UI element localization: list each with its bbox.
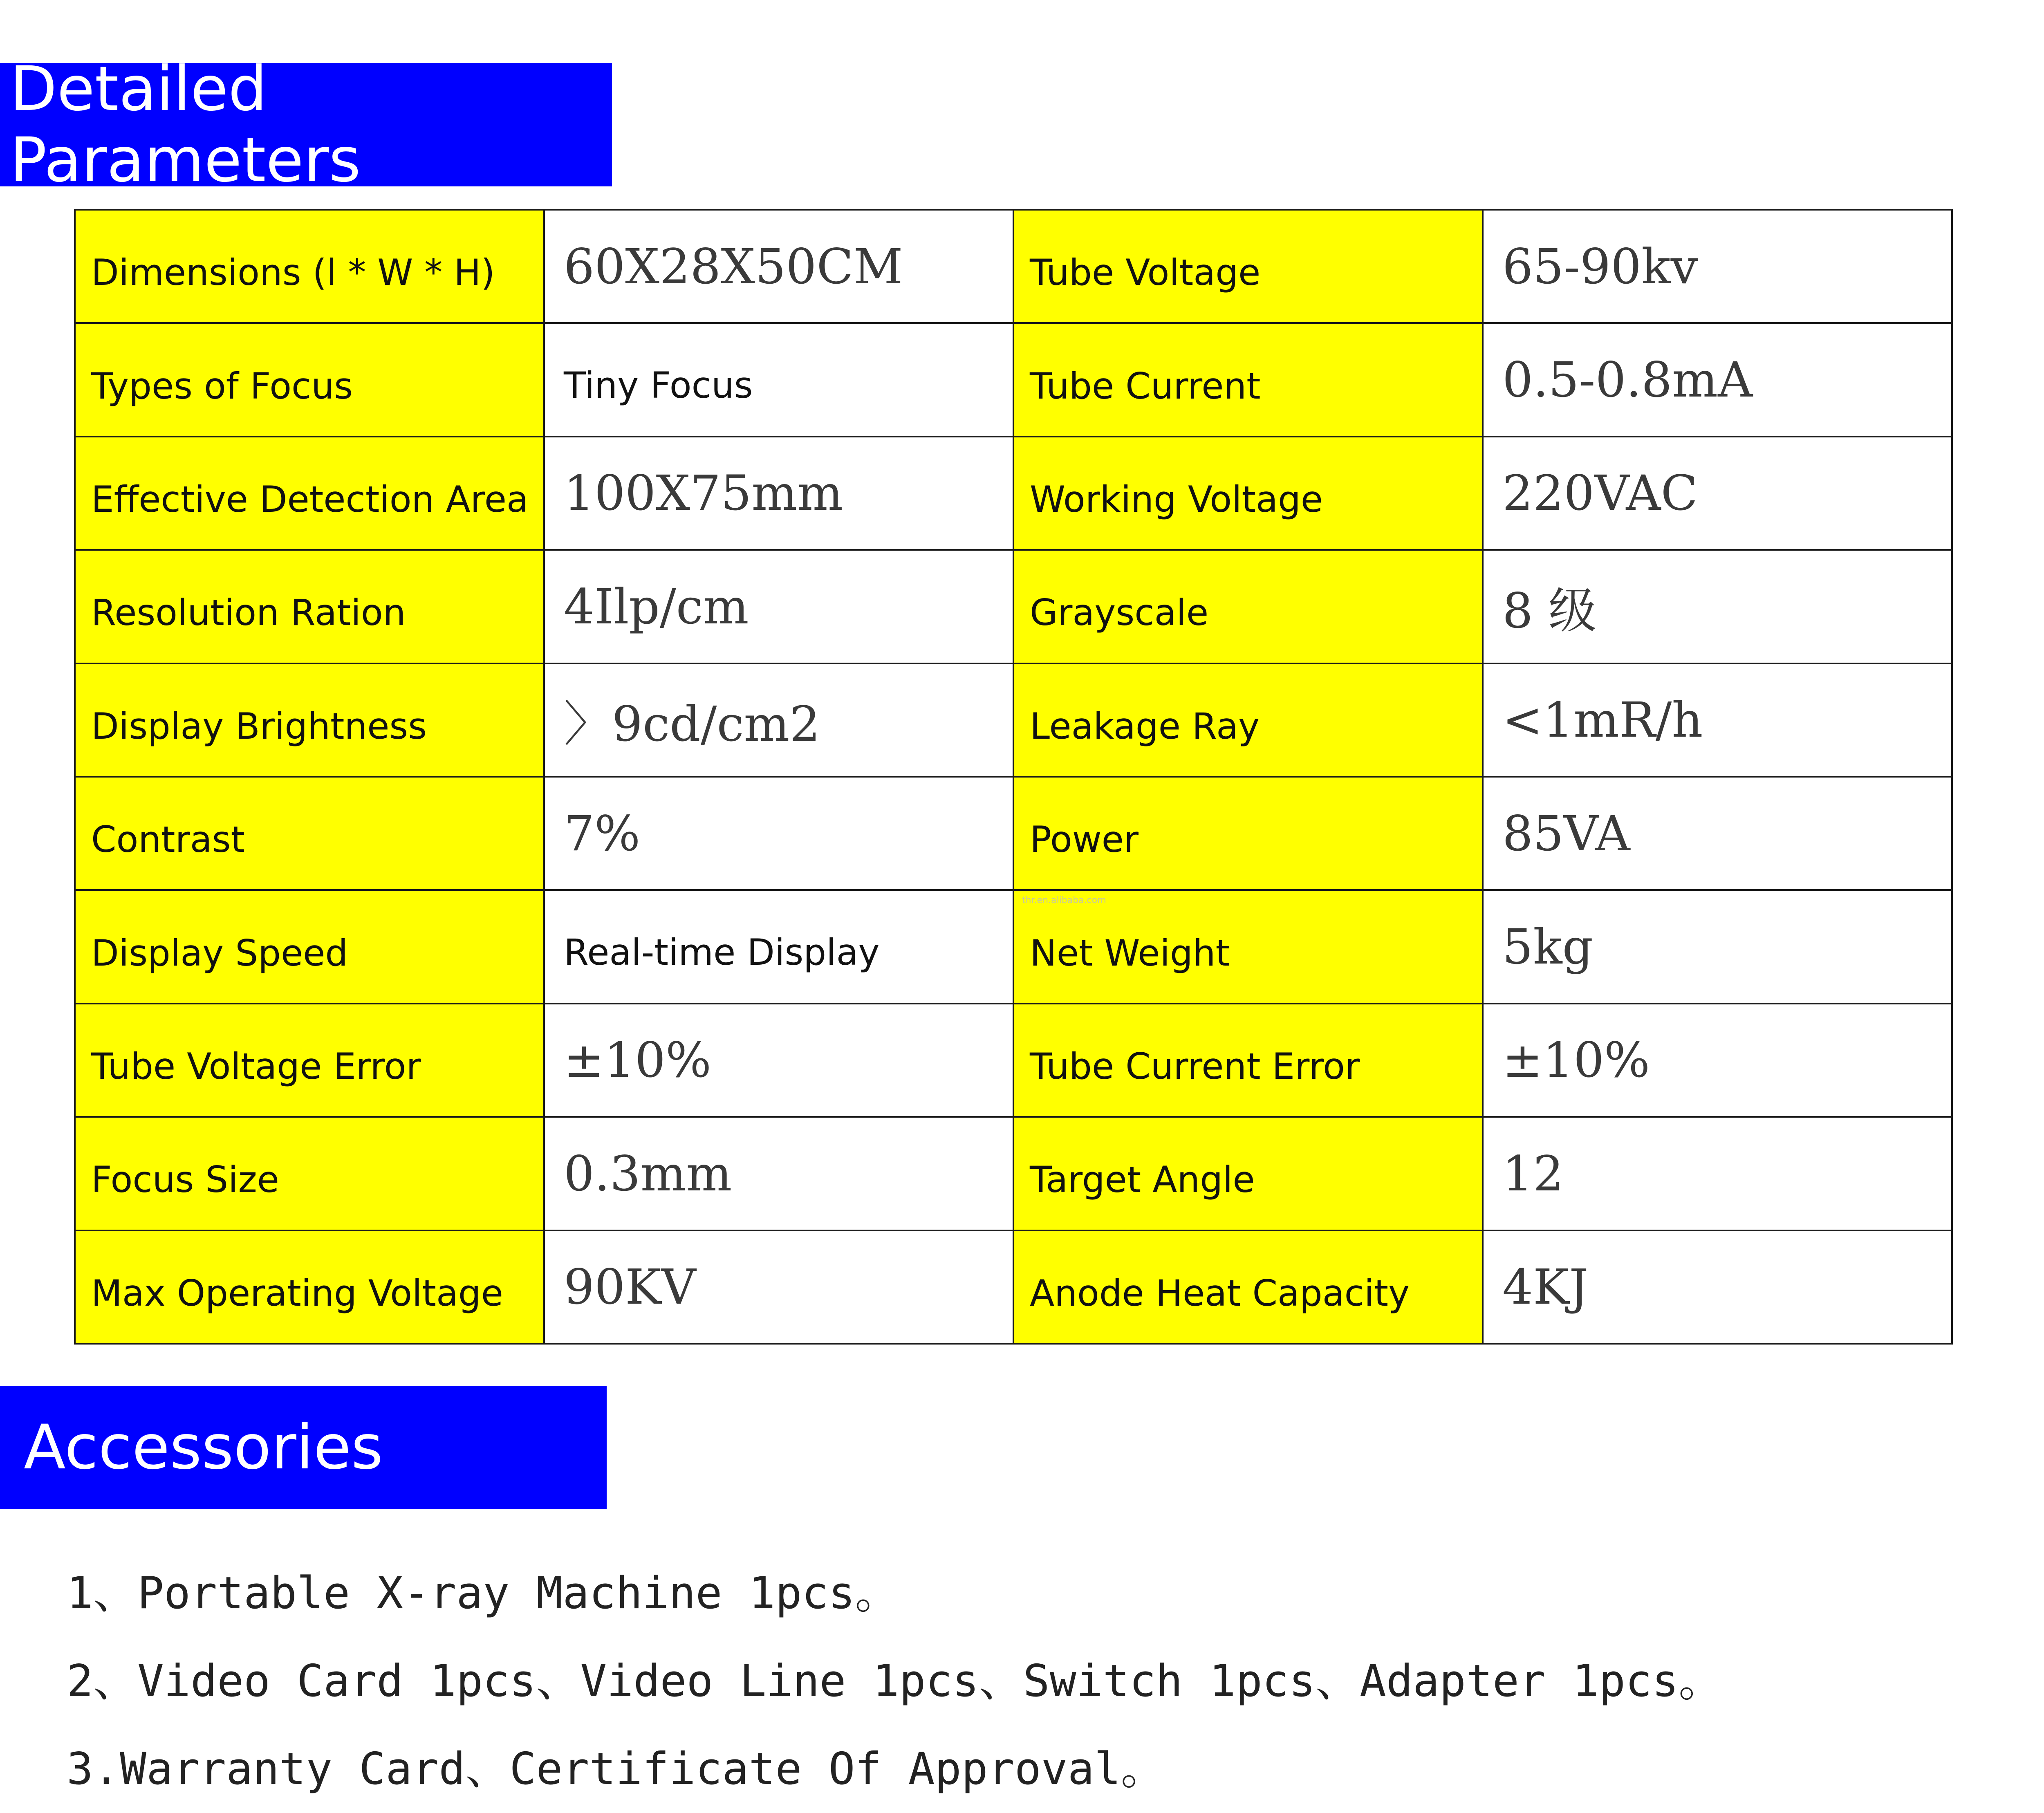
param-label: Tube Current Error [1013,1004,1483,1117]
param-value: 0.3mm [544,1117,1013,1230]
param-value: 〉9cd/cm2 [544,663,1013,777]
param-label: Display Brightness [75,663,544,777]
table-row [75,890,1952,1003]
param-label: Tube Current [1013,323,1483,436]
param-label: Working Voltage [1013,437,1483,550]
param-value: 100X75mm [544,437,1013,550]
param-label: Target Angle [1013,1117,1483,1230]
parameters-table [74,209,1953,1345]
detailed-parameters-title: Detailed Parameters [10,54,361,196]
table-row [75,1117,1952,1230]
table-row [75,437,1952,550]
param-value: 60X28X50CM [544,210,1013,323]
table-row [75,1230,1952,1344]
table-row [75,777,1952,890]
param-value: Real-time Display [544,890,1013,1003]
param-label: Tube Voltage Error [75,1004,544,1117]
param-label: Grayscale [1013,550,1483,663]
param-value: 85VA [1483,777,1952,890]
param-label: Display Speed [75,890,544,1003]
param-label: Contrast [75,777,544,890]
table-row [75,323,1952,436]
param-label: Max Operating Voltage [75,1230,544,1344]
list-item: 1、Portable X-ray Machine 1pcs。 [67,1568,899,1619]
param-label: Leakage Ray [1013,663,1483,777]
param-value: 90KV [544,1230,1013,1344]
list-item: 3.Warranty Card、Certificate Of Approval。 [67,1744,1165,1795]
param-value: ±10% [1483,1004,1952,1117]
param-value: 5kg [1483,890,1952,1003]
param-label: Effective Detection Area [75,437,544,550]
table-row [75,663,1952,777]
param-label: Tube Voltage [1013,210,1483,323]
accessories-heading [0,1386,607,1509]
param-value: 0.5-0.8mA [1483,323,1952,436]
param-value: 4KJ [1483,1230,1952,1344]
param-label: Resolution Ration [75,550,544,663]
table-row [75,210,1952,323]
param-value: Tiny Focus [544,323,1013,436]
param-label: Dimensions (l * W * H) [75,210,544,323]
param-value: 8 级 [1483,550,1952,663]
accessories-list [67,1549,1723,1813]
param-label: Power [1013,777,1483,890]
detailed-parameters-heading [0,54,612,196]
param-label: Focus Size [75,1117,544,1230]
param-value: 220VAC [1483,437,1952,550]
table-row [75,550,1952,663]
param-value: 65-90kv [1483,210,1952,323]
param-value: 4Ilp/cm [544,550,1013,663]
param-label: Types of Focus [75,323,544,436]
param-value: ±10% [544,1004,1013,1117]
param-value: 7% [544,777,1013,890]
table-row [75,1004,1952,1117]
param-value: <1mR/h [1483,663,1952,777]
param-label: Anode Heat Capacity [1013,1230,1483,1344]
param-value: 12 [1483,1117,1952,1230]
param-label: Net Weight [1013,890,1483,1003]
list-item: 2、Video Card 1pcs、Video Line 1pcs、Switch 1pcs、Adapter 1pcs。 [67,1656,1723,1707]
watermark-text: thr.en.alibaba.com [1022,895,1106,905]
accessories-title: Accessories [24,1412,383,1483]
